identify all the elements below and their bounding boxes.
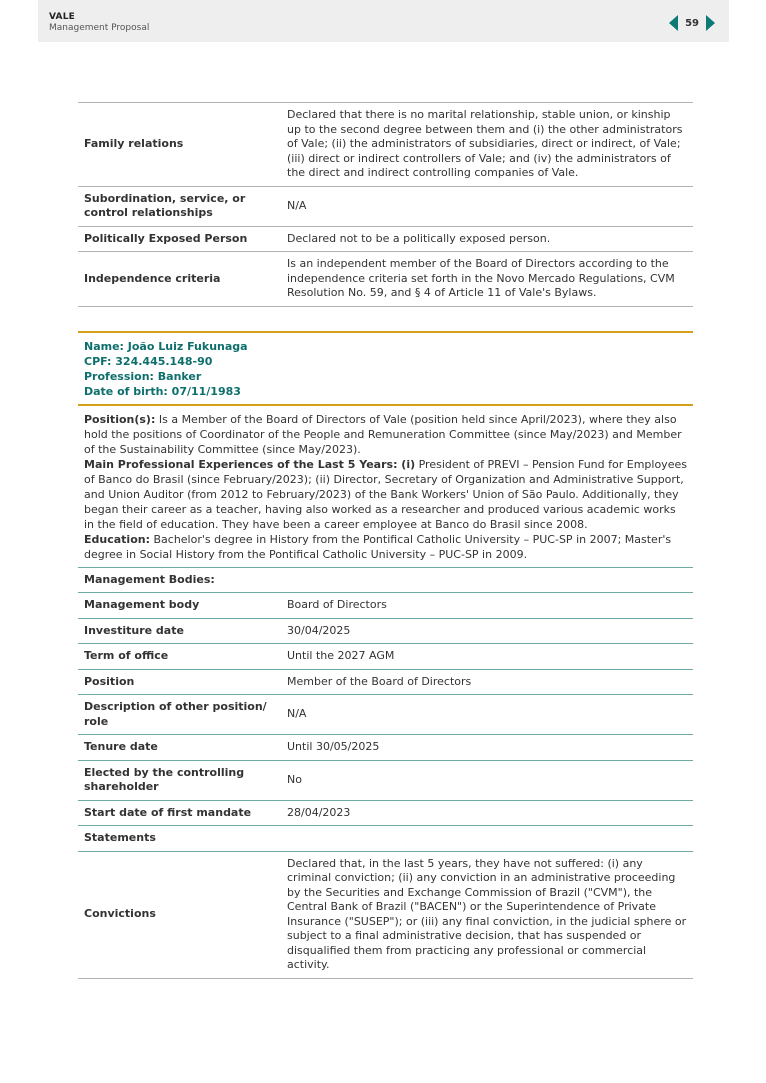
row-label: Start date of first mandate — [84, 805, 252, 819]
management-table — [78, 568, 693, 979]
management-bodies-heading: Management Bodies: — [84, 572, 215, 586]
main-content — [78, 102, 693, 979]
row-label: Convictions — [84, 907, 156, 921]
page-number: 59 — [685, 17, 699, 29]
row-label: Tenure date — [84, 740, 158, 753]
table-row — [78, 103, 693, 187]
person-cpf: CPF: 324.445.148-90 — [84, 354, 213, 368]
table-row — [78, 593, 693, 619]
experience-label: Main Professional Experiences of the Last 5 Years: (i) — [84, 457, 416, 471]
row-value: N/A — [287, 707, 307, 721]
row-value: Declared that there is no marital relationship, stable union, or kinship up to the second degree between them and (i) the other administrators of Vale; (ii) the administrators of subsidiaries, direct or indirect, of Vale; (iii) direct or indirect controllers of Vale; and (iv) the administrators of the direct and indirect controlling companies of Vale. — [287, 108, 683, 179]
table-row — [78, 669, 693, 695]
statements-heading: Statements — [84, 831, 156, 844]
row-label: Management body — [84, 598, 200, 611]
row-label: Independence criteria — [84, 271, 221, 285]
row-value: Member of the Board of Directors — [287, 674, 472, 688]
page-header — [38, 0, 729, 42]
row-label: Investiture date — [84, 623, 184, 637]
row-value: Declared that, in the last 5 years, they have not suffered: (i) any criminal conviction; (ii) any conviction in an administrative proceeding by the Securities and Exchange Commission of Brazil ("CVM"), the Central Bank of Brazil ("BACEN") or the Superintendence of Private Insurance ("SUSEP"); or (iii) any final conviction, in the judicial sphere or subject to a final administrative decision, that has suspended or disqualified them from practicing any professional or commercial activity. — [287, 856, 687, 971]
table-row — [78, 695, 693, 735]
table-row — [78, 186, 693, 226]
table-row — [78, 800, 693, 826]
person-date-of-birth: Date of birth: 07/11/1983 — [84, 384, 241, 398]
row-value: Until 30/05/2025 — [287, 740, 380, 753]
brand-name: VALE — [49, 12, 76, 22]
row-label: Description of other position/ role — [84, 700, 267, 728]
row-label: Elected by the controlling shareholder — [84, 765, 245, 793]
person-profession: Profession: Banker — [84, 369, 202, 383]
row-value: Is an independent member of the Board of Directors according to the independence criteria set forth in the Novo Mercado Regulations, CVM Resolution No. 59, and § 4 of Article 11 of Vale's Bylaws. — [287, 257, 675, 299]
pager — [669, 14, 715, 32]
table-row — [78, 618, 693, 644]
row-value: N/A — [287, 198, 307, 212]
row-value: 30/04/2025 — [287, 623, 351, 637]
table-row — [78, 226, 693, 252]
next-page-icon[interactable] — [706, 15, 715, 31]
table-row — [78, 644, 693, 670]
previous-page-icon[interactable] — [669, 15, 678, 31]
person-info-block — [78, 331, 693, 406]
person-name: Name: João Luiz Fukunaga — [84, 339, 248, 353]
education-text: Bachelor's degree in History from the Pontifical Catholic University – PUC-SP in 2007; Master's degree in Social History from the Pontifical Catholic University – PUC-SP in 2009. — [84, 532, 672, 561]
row-value: Declared not to be a politically exposed person. — [287, 231, 551, 245]
table-row — [78, 851, 693, 978]
row-label: Politically Exposed Person — [84, 231, 248, 245]
document-subtitle: Management Proposal — [49, 23, 150, 33]
biography — [78, 406, 693, 568]
table-row — [78, 735, 693, 761]
experience-text: President of PREVI – Pension Fund for Employees of Banco do Brasil (since February/2023); (ii) Director, Secretary of Organization and Administrative Support, and Union Auditor (from 2012 to February/2023) of the Bank Workers' Union of São Paulo. Additionally, they began their career as a teacher, having also worked as a researcher and produced various academic works in the field of education. They have been a career employee at Banco do Brasil since 2008. — [84, 457, 687, 531]
row-label: Subordination, service, or control relationships — [84, 191, 246, 219]
row-label: Position — [84, 674, 135, 688]
education-label: Education: — [84, 532, 150, 546]
row-label: Term of office — [84, 649, 169, 662]
positions-text: Is a Member of the Board of Directors of Vale (position held since April/2023), where they also hold the positions of Coordinator of the People and Remuneration Committee (since May/2023) and Member of the Sustainability Committee (since May/2023). — [84, 412, 682, 456]
table-row — [78, 252, 693, 307]
positions-label: Position(s): — [84, 412, 156, 426]
row-label: Family relations — [84, 137, 184, 150]
row-value: Until the 2027 AGM — [287, 649, 395, 662]
declarations-table — [78, 102, 693, 307]
row-value: Board of Directors — [287, 598, 387, 611]
section-row — [78, 568, 693, 593]
row-value: No — [287, 772, 302, 786]
row-value: 28/04/2023 — [287, 805, 351, 819]
section-row — [78, 826, 693, 852]
table-row — [78, 760, 693, 800]
